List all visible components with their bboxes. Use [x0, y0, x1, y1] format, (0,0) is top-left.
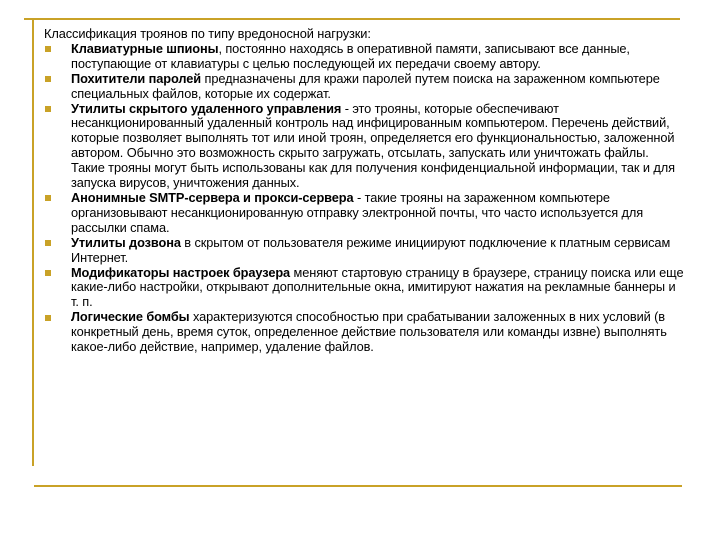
square-bullet-icon [45, 315, 51, 321]
square-bullet-icon [45, 195, 51, 201]
intro-text: Классификация троянов по типу вредоносной нагрузки: [44, 26, 371, 41]
item-term: Утилиты скрытого удаленного управления [71, 100, 342, 116]
square-bullet-icon [45, 46, 51, 52]
frame-bottom-line [34, 485, 682, 487]
frame-top-line [24, 18, 680, 20]
frame-vertical-line [32, 18, 34, 466]
item-term: Логические бомбы [71, 309, 190, 325]
slide-content [44, 27, 684, 355]
square-bullet-icon [45, 106, 51, 112]
item-text: предназначены для кражи паролей путем поиска на зараженном компьютере специальных файлов, которые их содержат. [71, 70, 660, 101]
item-term: Модификаторы настроек браузера [71, 264, 291, 280]
item-term: Утилиты дозвона [71, 234, 181, 250]
item-text: характеризуются способностью при срабатывании заложенных в них условий (в конкретный день, время суток, определенное действие пользователя или команды извне) выполнять какое-либо действие, например, удаление файлов. [71, 309, 667, 355]
list-item [44, 102, 684, 191]
item-text: , постоянно находясь в оперативной памяти, записывают все данные, поступающие от клавиатуры с целью последующей их передачи своему автору. [71, 40, 630, 71]
list-item [44, 266, 684, 311]
item-text: - такие трояны на зараженном компьютере организовывают несанкционированную отправку электронной почты, что часто используется для рассылки спама. [71, 189, 644, 235]
square-bullet-icon [45, 270, 51, 276]
item-term: Анонимные SMTP-сервера и прокси-сервера [71, 189, 354, 205]
square-bullet-icon [45, 76, 51, 82]
item-text: - это трояны, которые обеспечивают несанкционированный удаленный контроль над инфицированным компьютером. Перечень действий, которые позволяет выполнять тот или иной троян, определяется его функциональностью, заложенной автором. Обычно это возможность скрыто загружать, отсылать, запускать или уничтожать файлы. Такие трояны могут быть использованы как для получения конфиденциальной информации, так и для запуска вирусов, уничтожения данных. [71, 100, 675, 191]
trojan-type-list [44, 42, 684, 355]
item-text: в скрытом от пользователя режиме инициируют подключение к платным сервисам Интернет. [71, 234, 671, 265]
list-item [44, 191, 684, 236]
item-term: Похитители паролей [71, 70, 202, 86]
list-item [44, 72, 684, 102]
item-term: Клавиатурные шпионы [71, 40, 219, 56]
list-item [44, 42, 684, 72]
square-bullet-icon [45, 240, 51, 246]
list-item [44, 236, 684, 266]
item-text: меняют стартовую страницу в браузере, страницу поиска или еще какие-либо настройки, открывают дополнительные окна, имитируют нажатия на рекламные баннеры и т. п. [71, 264, 684, 310]
list-item [44, 310, 684, 355]
